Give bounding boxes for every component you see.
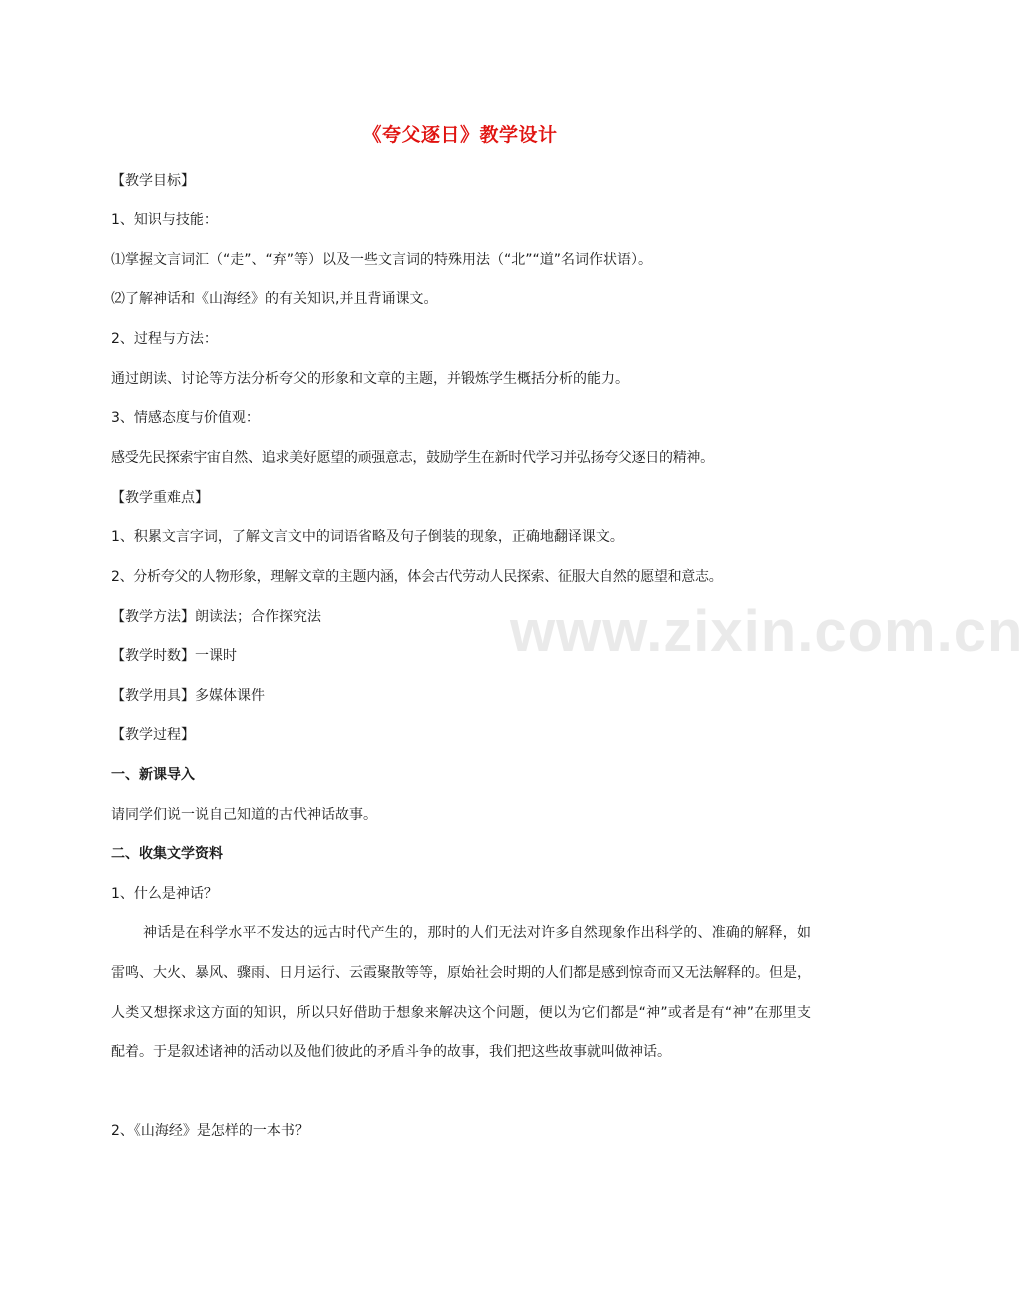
- question-2: 2、《山海经》是怎样的一本书？: [111, 1123, 309, 1139]
- knowledge-heading: 1、知识与技能：: [111, 212, 218, 228]
- teaching-time: 【教学时数】一课时: [111, 648, 237, 664]
- emotion-heading: 3、情感态度与价值观：: [111, 410, 260, 426]
- teaching-method: 【教学方法】朗读法；合作探究法: [111, 609, 321, 625]
- key-point-1: 1、积累文言字词，了解文言文中的词语省略及句子倒装的现象，正确地翻译课文。: [111, 529, 624, 545]
- section-1-heading: 一、新课导入: [111, 767, 195, 783]
- section-1-text: 请同学们说一说自己知道的古代神话故事。: [111, 807, 377, 823]
- knowledge-item-2: ⑵了解神话和《山海经》的有关知识,并且背诵课文。: [111, 291, 438, 307]
- section-2-heading: 二、收集文学资料: [111, 846, 223, 862]
- process-text: 通过朗读、讨论等方法分析夸父的形象和文章的主题，并锻炼学生概括分析的能力。: [111, 371, 629, 387]
- teaching-tools: 【教学用具】多媒体课件: [111, 688, 265, 704]
- teaching-process-heading: 【教学过程】: [111, 727, 195, 743]
- question-1: 1、什么是神话？: [111, 886, 218, 902]
- objectives-heading: 【教学目标】: [111, 173, 195, 189]
- question-1-answer: 神话是在科学水平不发达的远古时代产生的，那时的人们无法对许多自然现象作出科学的、准确的解释，如雷鸣、大火、暴风、骤雨、日月运行、云霞聚散等等，原始社会时期的人们都是感到惊奇而又无法解释的。但是，人类又想探求这方面的知识，所以只好借助于想象来解决这个问题，便以为它们都是“神”或者是有“神”在那里支配着。于是叙述诸神的活动以及他们彼此的矛盾斗争的故事，我们把这些故事就叫做神话。: [111, 925, 811, 1061]
- site-watermark: www.zixin.com.cn: [510, 599, 1023, 664]
- document-title: 《夸父逐日》教学设计: [362, 124, 558, 146]
- emotion-text: 感受先民探索宇宙自然、追求美好愿望的顽强意志，鼓励学生在新时代学习并弘扬夸父逐日的精神。: [111, 450, 714, 466]
- process-heading: 2、过程与方法：: [111, 331, 218, 347]
- key-point-2: 2、分析夸父的人物形象，理解文章的主题内涵，体会古代劳动人民探索、征服大自然的愿望和意志。: [111, 569, 723, 585]
- knowledge-item-1: ⑴掌握文言词汇（“走”、“弃”等）以及一些文言词的特殊用法（“北”“道”名词作状语）。: [111, 252, 653, 268]
- key-points-heading: 【教学重难点】: [111, 490, 209, 506]
